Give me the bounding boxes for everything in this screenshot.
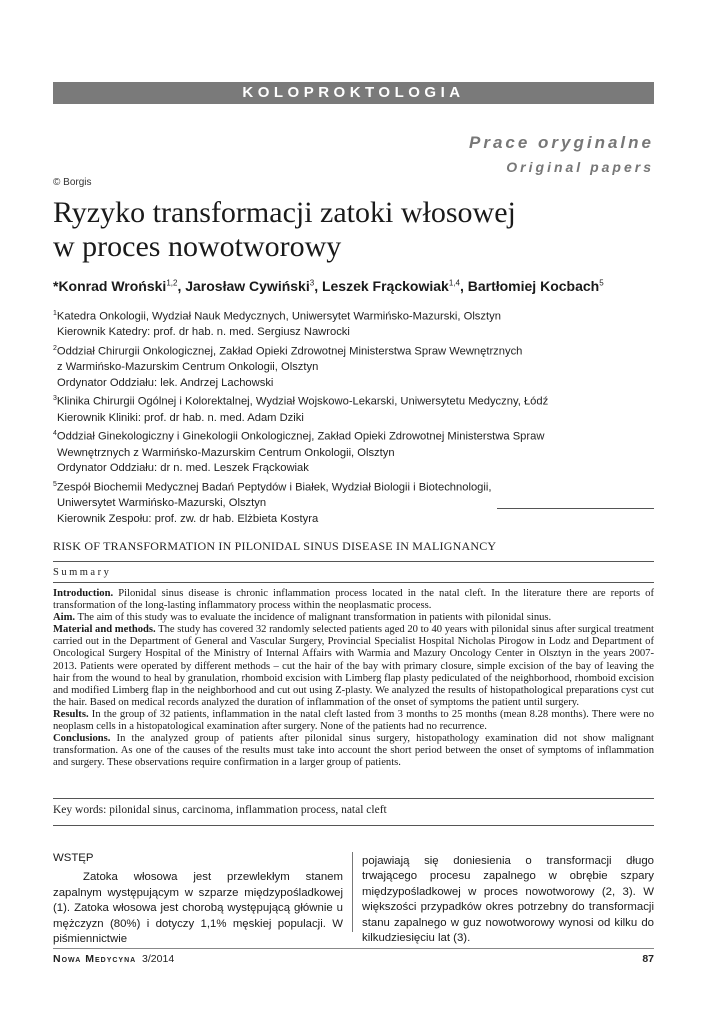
abstract-label: Material and methods. <box>53 624 156 636</box>
english-title: RISK OF TRANSFORMATION IN PILONIDAL SINUS DISEASE IN MALIGNANCY <box>53 539 497 553</box>
author-name: Leszek Frąckowiak <box>321 278 449 294</box>
author-affiliation-ref: 5 <box>599 278 604 288</box>
affiliation-line <box>53 426 673 445</box>
body-column-right: pojawiają się doniesienia o transformacji długo trwającego procesu zapalnego w obrębie szpary międzypośladkowej w proces nowotworowy (2, 3). W większości przypadków okres potrzebny do transformacji stanu zapalnego w guz nowotworowy wynosi od kilku do kilkudziesięciu lat (3). <box>362 855 654 945</box>
author-separator: , <box>177 278 186 294</box>
author-separator: , <box>459 278 468 294</box>
affiliation-line <box>53 411 673 427</box>
affiliation-text: Ordynator Oddziału: dr n. med. Leszek Frąckowiak <box>57 462 309 475</box>
affiliation-text: Kierownik Zespołu: prof. zw. dr hab. Elżbieta Kostyra <box>57 512 319 525</box>
author-name: Bartłomiej Kocbach <box>467 278 600 294</box>
affiliation-number: 2 <box>53 344 57 352</box>
abstract-paragraph <box>53 733 654 769</box>
abstract-paragraph <box>53 612 654 624</box>
author <box>53 278 185 294</box>
affiliation-text: z Warmińsko-Mazurskim Centrum Onkologii, Olsztyn <box>57 361 319 374</box>
abstract-text: Pilonidal sinus disease is chronic inflammation process located in the natal cleft. In the literature there are reports of transformation of the long-lasting inflammatory process within the neoplasmatic process. <box>53 588 654 612</box>
affiliation-text: Ordynator Oddziału: lek. Andrzej Lachowski <box>57 376 274 389</box>
abstract-text: The aim of this study was to evaluate the incidence of malignant transformation in patients with pilonidal sinus. <box>75 612 552 624</box>
affiliation-line <box>53 496 673 512</box>
author <box>468 278 604 294</box>
affiliation-line <box>53 360 673 376</box>
affiliation-line <box>53 477 673 496</box>
article-type-pl: Prace oryginalne <box>468 133 654 152</box>
title-line-2: w proces nowotworowy <box>53 230 342 263</box>
abstract-paragraph <box>53 624 654 709</box>
intro-paragraph-left: Zatoka włosowa jest przewlekłym stanem zapalnym występującym w szparze międzypośladkowej (1). Zatoka włosowa jest chorobą występującą głównie u mężczyzn (80%) i dotyczy 1,1% męskiej populacji. W piśmiennictwie <box>53 871 343 946</box>
affiliation-line <box>53 512 673 528</box>
affiliation-text: Kierownik Kliniki: prof. dr hab. n. med. Adam Dziki <box>57 411 304 424</box>
abstract-label: Results. <box>53 708 89 720</box>
journal-issue: 3/2014 <box>142 953 175 965</box>
affiliation-text: Uniwersytet Warmińsko-Mazurski, Olsztyn <box>57 497 267 510</box>
affiliation-text: Wewnętrznych z Warmińsko-Mazurskim Centrum Onkologii, Olsztyn <box>57 446 395 459</box>
affiliation-text: Oddział Chirurgii Onkologicznej, Zakład Opieki Zdrowotnej Ministerstwa Spraw Wewnętrznych <box>56 345 523 358</box>
abstract-text: In the group of 32 patients, inflammation in the natal cleft lasted from 3 months to 25 months (mean 8.28 months). There were no neoplasm cells in a histopatological examination after surgery. None of the patients had no recurrence. <box>53 708 654 733</box>
keywords: Key words: pilonidal sinus, carcinoma, inflammation process, natal cleft <box>53 804 387 816</box>
affiliation-number: 4 <box>53 430 57 438</box>
author <box>322 278 468 294</box>
affiliation-text: Kierownik Katedry: prof. dr hab. n. med. Sergiusz Nawrocki <box>57 326 350 339</box>
author-name: *Konrad Wroński <box>53 278 167 294</box>
copyright: © Borgis <box>53 177 92 188</box>
abstract-label: Conclusions. <box>53 733 111 745</box>
page-number: 87 <box>642 953 654 965</box>
affiliation-line <box>53 306 673 325</box>
abstract-label: Introduction. <box>53 588 114 599</box>
divider <box>53 582 654 583</box>
abstract <box>53 588 654 769</box>
affiliations <box>53 306 673 527</box>
affiliation-text: Katedra Onkologii, Wydział Nauk Medycznych, Uniwersytet Warmińsko-Mazurski, Olsztyn <box>56 310 501 323</box>
abstract-label: Aim. <box>53 612 76 624</box>
section-heading-intro: WSTĘP <box>53 852 94 864</box>
summary-heading: Summary <box>53 567 112 578</box>
author-affiliation-ref: 1,2 <box>166 278 178 288</box>
title-line-1: Ryzyko transformacji zatoki włosowej <box>53 196 516 229</box>
article-type-en: Original papers <box>506 159 654 175</box>
footer-rule <box>53 948 654 949</box>
affiliation-number: 3 <box>53 395 57 403</box>
affiliation-line <box>53 376 673 392</box>
column-divider <box>352 852 353 932</box>
abstract-paragraph <box>53 588 654 612</box>
author <box>185 278 322 294</box>
divider <box>53 561 654 562</box>
author-affiliation-ref: 3 <box>309 278 315 288</box>
authors <box>53 278 604 294</box>
affiliation-text: Klinika Chirurgii Ogólnej i Kolorektalnej, Wydział Wojskowo-Lekarski, Uniwersytetu Medyczny, Łódź <box>56 396 549 409</box>
journal-name: Nowa Medycyna <box>53 953 137 965</box>
author-separator: , <box>314 278 322 294</box>
affiliation-text: Zespół Biochemii Medycznej Badań Peptydów i Białek, Wydział Biologii i Biotechnologii, <box>56 481 492 494</box>
footer-journal <box>53 953 174 965</box>
divider <box>497 508 654 509</box>
abstract-paragraph <box>53 709 654 733</box>
affiliation-line <box>53 325 673 341</box>
divider <box>53 798 654 799</box>
abstract-text: The study has covered 32 randomly selected patients aged 20 to 40 years with pilonidal sinus after surgical treatment carried out in the Department of General and Vascular Surgery, Provincial Specialist Hospital Nicholas Pirogow in Lodz and Department of Oncological Surgery Hospital of the Ministry of Internal Affairs with Warmia and Mazury Oncology Center in Olsztyn in the years 2007-2013. Patients were operated by different methods – cut the hair of the bay with primary closure, simple excision of the bay of leaving the hair from the wound to heal by granulation, rhomboid excision with Limberg flap plasty pediculated of the neighborhood, rhomboid excision and modified Limberg flap in the neighborhood and cut out using Z-plasty. We analyzed the results of histopathological preparations cyst cut the hair. Based on medical records analyzed the duration of inflammation of the onset of symptoms the patient until surgery. <box>53 624 654 708</box>
divider <box>53 825 654 826</box>
author-affiliation-ref: 1,4 <box>448 278 460 288</box>
abstract-text: In the analyzed group of patients after pilonidal sinus surgery, histopathology examination did not show malignant transformation. As one of the causes of the results must take into account the short period between the onset of symptoms of inflammation and surgery. These observations require confirmation in a larger group of patients. <box>53 733 654 769</box>
body-column-left <box>53 851 343 947</box>
affiliation-line <box>53 341 673 360</box>
affiliation-text: Oddział Ginekologiczny i Ginekologii Onkologicznej, Zakład Opieki Zdrowotnej Ministerstwa Spraw <box>56 431 545 444</box>
affiliation-line <box>53 446 673 462</box>
affiliation-line <box>53 461 673 477</box>
affiliation-number: 1 <box>53 310 57 317</box>
article-title <box>53 196 673 264</box>
author-name: Jarosław Cywiński <box>185 278 310 294</box>
affiliation-line <box>53 391 673 410</box>
affiliation-number: 5 <box>53 480 57 488</box>
section-banner: KOLOPROKTOLOGIA <box>53 82 654 104</box>
